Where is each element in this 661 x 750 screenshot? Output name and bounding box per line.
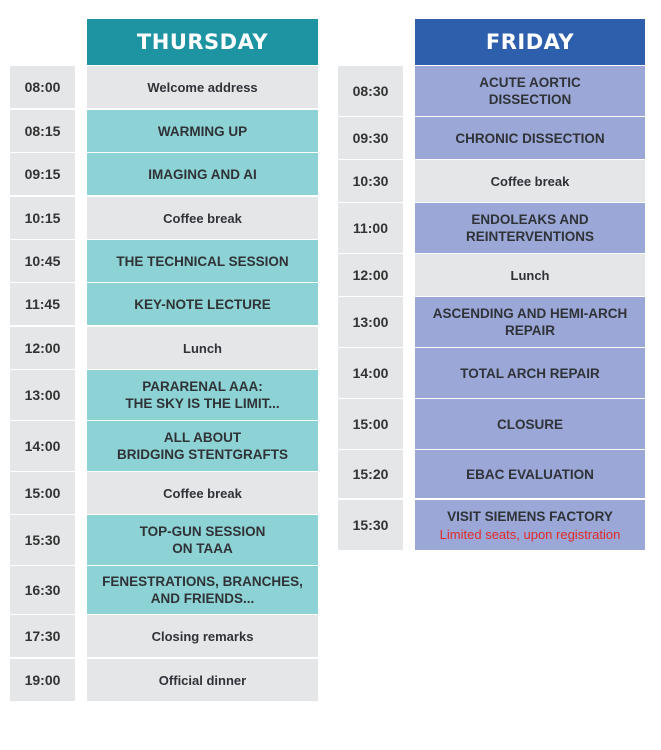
session-title-line: ALL ABOUT [163, 430, 242, 445]
thursday-row [0, 615, 318, 657]
friday-row [0, 348, 645, 398]
session-title-line: REPAIR [504, 323, 555, 338]
session-title-line: PARARENAL AAA: [142, 379, 263, 394]
session-title-line: Lunch [510, 267, 550, 283]
session-title [87, 615, 318, 657]
session-time: 12:00 [10, 327, 75, 369]
friday-row [0, 254, 645, 296]
session-time: 17:30 [10, 615, 75, 657]
session-time: 10:15 [10, 197, 75, 239]
session-title-line: AND FRIENDS... [150, 591, 255, 606]
session-time: 10:30 [338, 160, 403, 202]
session-time: 09:15 [10, 153, 75, 195]
session-time: 10:45 [10, 240, 75, 282]
session-title [415, 500, 645, 550]
session-title-line: BRIDGING STENTGRAFTS [117, 447, 288, 462]
session-time: 08:30 [338, 66, 403, 116]
session-time: 15:30 [338, 500, 403, 550]
friday-row [0, 117, 645, 159]
session-time: 15:30 [10, 515, 75, 565]
session-title-line: VISIT SIEMENS FACTORY [447, 508, 613, 524]
session-title-line: ENDOLEAKS AND [471, 212, 589, 227]
session-title-line: TOP-GUN SESSION [139, 524, 266, 539]
session-title-line: DISSECTION [488, 92, 572, 107]
session-title-line: CHRONIC DISSECTION [455, 130, 605, 146]
thursday-row [0, 659, 318, 701]
session-title-line: CLOSURE [496, 416, 563, 432]
session-time: 15:20 [338, 450, 403, 498]
session-time: 11:00 [338, 203, 403, 253]
session-title [87, 659, 318, 701]
session-title-line: ASCENDING AND HEMI-ARCH [432, 306, 628, 321]
session-title-line: Coffee break [163, 210, 242, 226]
session-title-line: TOTAL ARCH REPAIR [460, 365, 600, 381]
session-title-line: WARMING UP [157, 123, 248, 139]
friday-row [0, 500, 645, 550]
session-title-line: FENESTRATIONS, BRANCHES, [102, 574, 303, 589]
session-title [415, 399, 645, 449]
session-title-line: Welcome address [147, 79, 258, 95]
session-time: 13:00 [10, 370, 75, 420]
session-title-line: THE TECHNICAL SESSION [116, 253, 289, 269]
friday-row [0, 203, 645, 253]
session-title [415, 160, 645, 202]
session-time: 13:00 [338, 297, 403, 347]
friday-row [0, 450, 645, 498]
session-title [87, 566, 318, 614]
friday-row [0, 66, 645, 116]
session-title-line: Closing remarks [151, 628, 254, 644]
session-title-line: THE SKY IS THE LIMIT... [125, 396, 280, 411]
session-title-line: ON TAAA [172, 541, 233, 556]
session-title [415, 66, 645, 116]
session-time: 12:00 [338, 254, 403, 296]
session-title-line: Official dinner [158, 672, 247, 688]
session-title [415, 203, 645, 253]
session-time: 14:00 [338, 348, 403, 398]
session-title-line: EBAC EVALUATION [466, 466, 594, 482]
session-time: 09:30 [338, 117, 403, 159]
session-title-line: REINTERVENTIONS [465, 229, 595, 244]
session-time: 08:15 [10, 110, 75, 152]
session-title [415, 254, 645, 296]
session-title [415, 117, 645, 159]
session-time: 15:00 [338, 399, 403, 449]
session-time: 16:30 [10, 566, 75, 614]
session-title-line: Lunch [183, 340, 222, 356]
session-title-line: Coffee break [490, 173, 570, 189]
session-title [415, 450, 645, 498]
session-time: 15:00 [10, 472, 75, 514]
friday-header: FRIDAY [415, 19, 645, 65]
session-title-line: KEY-NOTE LECTURE [134, 296, 271, 312]
session-time: 14:00 [10, 421, 75, 471]
registration-note: Limited seats, upon registration [439, 526, 621, 542]
friday-row [0, 160, 645, 202]
friday-row [0, 297, 645, 347]
thursday-header: THURSDAY [87, 19, 318, 65]
session-time: 11:45 [10, 283, 75, 325]
session-title-line: Coffee break [163, 485, 242, 501]
session-time: 19:00 [10, 659, 75, 701]
session-title-line: ACUTE AORTIC [479, 75, 581, 90]
session-title [415, 297, 645, 347]
thursday-row [0, 566, 318, 614]
session-title-line: IMAGING AND AI [148, 166, 257, 182]
friday-row [0, 399, 645, 449]
session-time: 08:00 [10, 66, 75, 108]
session-title [415, 348, 645, 398]
